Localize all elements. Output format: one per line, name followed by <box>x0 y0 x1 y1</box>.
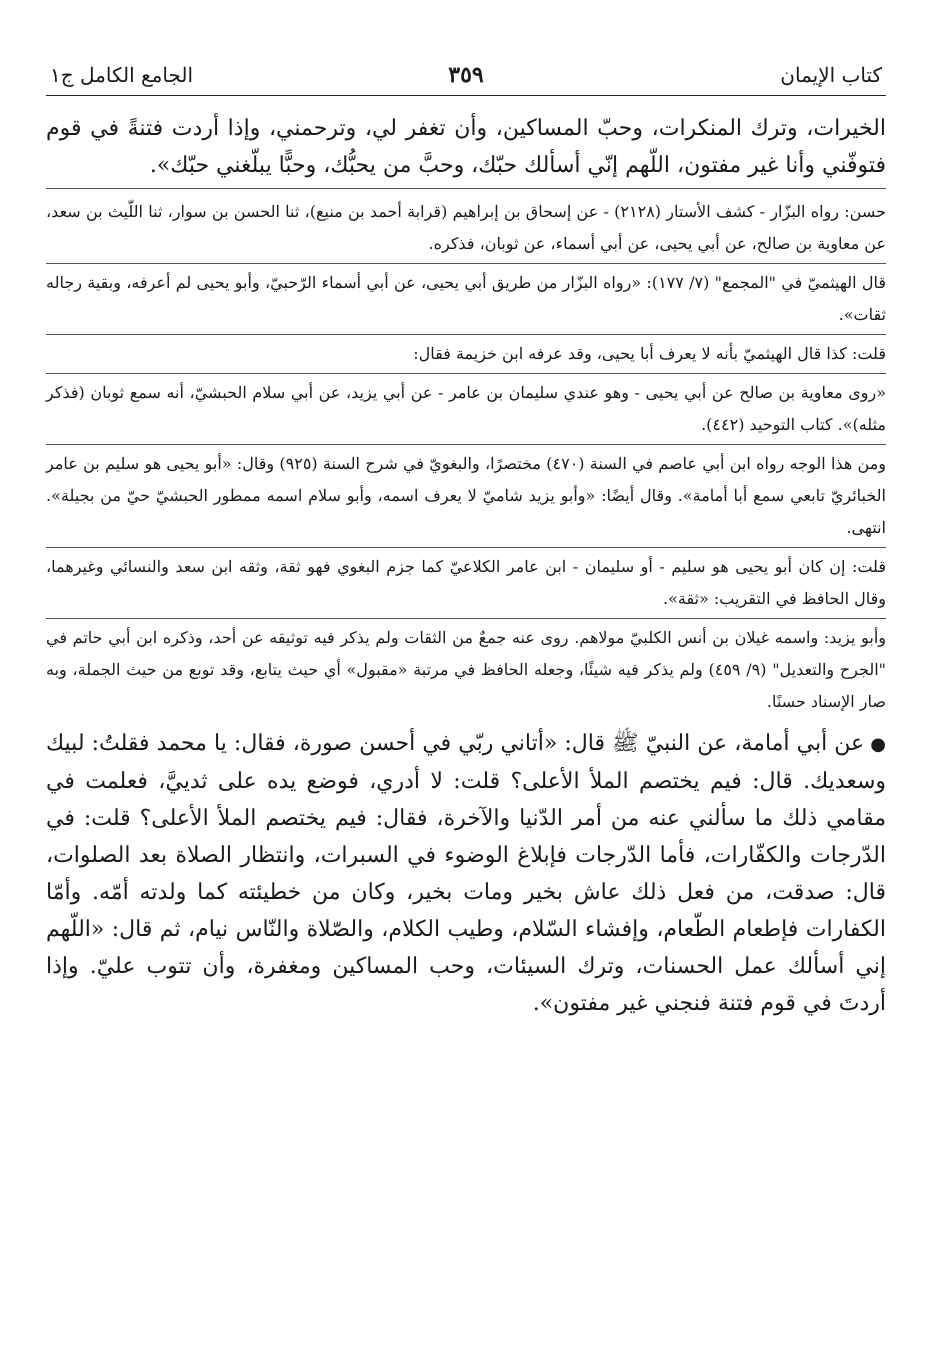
note-grading: حسن: رواه البزّار - كشف الأستار (٢١٢٨) - عن إسحاق بن إبراهيم (قرابة أحمد بن منيع)، ثنا الحسن بن سوار، ثنا اللّيث بن سعد، عن معاوية بن صالح، عن أبي يحيى، عن أبي أسماء، عن ثوبان، فذكره. <box>46 193 886 264</box>
note-baghawi: ومن هذا الوجه رواه ابن أبي عاصم في السنة (٤٧٠) مختصرًا، والبغويّ في شرح السنة (٩٢٥) وقال: «أبو يحيى هو سليم بن عامر الخبائريّ تابعي سمع أبا أمامة». وقال أيضًا: «وأبو يزيد شاميّ لا يعرف اسمه، وأبو سلام اسمه ممطور الحبشيّ حيّ من بجيلة». انتهى. <box>46 445 886 548</box>
commentary-notes <box>46 188 886 721</box>
collection-title: الجامع الكامل ج١ <box>50 63 194 87</box>
note-haythami: قال الهيثميّ في "المجمع" (٧/ ١٧٧): «رواه البزّار من طريق أبي يحيى، عن أبي أسماء الرّحبيّ، وأبو يحيى لم أعرفه، وبقية رجاله ثقات». <box>46 264 886 335</box>
hadith-text: عن أبي أمامة، عن النبيّ ﷺ قال: «أتاني ربّي في أحسن صورة، فقال: يا محمد فقلتُ: لبيك وسعديك. قال: فيم يختصم الملأ الأعلى؟ قلت: لا أدري، فوضع يده على ثدييَّ، فعلمت في مقامي ذلك ما سألني عنه من أمر الدّنيا والآخرة، فقال: فيم يختصم الملأ الأعلى؟ قلت: في الدّرجات والكفّارات، فأما الدّرجات فإبلاغ الوضوء في السبرات، وانتظار الصلاة بعد الصلوات، قال: صدقت، من فعل ذلك عاش بخير ومات بخير، وكان من خطيئته كما ولدته أمّه. وأمّا الكفارات فإطعام الطّعام، وإفشاء السّلام، وطيب الكلام، والصّلاة والنّاس نيام، ثم قال: «اللّهم إني أسألك عمل الحسنات، وترك السيئات، وحب المساكين ومغفرة، وأن تتوب عليّ. وإذا أردتَ في قوم فتنة فنجني غير مفتون». <box>46 731 886 1016</box>
page-content <box>46 110 886 1022</box>
note-ibn-khuzaymah-quote: «روى معاوية بن صالح عن أبي يحيى - وهو عندي سليمان بن عامر - عن أبي يزيد، عن أبي سلام الحبشيّ، أنه سمع ثوبان (فذكر مثله)». كتاب التوحيد (٤٤٢). <box>46 374 886 445</box>
note-abu-yazid: وأبو يزيد: واسمه غيلان بن أنس الكلبيّ مولاهم. روى عنه جمعٌ من الثقات ولم يذكر فيه توثيقه عن أحد، وذكره ابن أبي حاتم في "الجرح والتعديل" (٩/ ٤٥٩) ولم يذكر فيه شيئًا، وجعله الحافظ في مرتبة «مقبول» أي حيث يتابع، وقد توبع من حيث الجملة، وبه صار الإسناد حسنًا. <box>46 628 887 711</box>
note-ibn-khuzaymah-intro: قلت: كذا قال الهيثميّ بأنه لا يعرف أبا يحيى، وقد عرفه ابن خزيمة فقال: <box>46 335 886 374</box>
running-head <box>46 55 886 96</box>
bullet-icon: ● <box>870 734 886 755</box>
note-abu-yahya: قلت: إن كان أبو يحيى هو سليم - أو سليمان - ابن عامر الكلاعيّ كما جزم البغوي فهو ثقة، وثقه ابن سعد والنسائي وغيرهما، وقال الحافظ في التقريب: «ثقة». <box>46 548 886 619</box>
page-number: ٣٥٩ <box>448 62 484 88</box>
hadith-abu-umamah <box>46 725 886 1022</box>
hadith-continuation: الخيرات، وترك المنكرات، وحبّ المساكين، وأن تغفر لي، وترحمني، وإذا أردت فتنةً في قوم فتوفّني وأنا غير مفتون، اللّهم إنّي أسألك حبّك، وحبَّ من يحبُّك، وحبًّا يبلّغني حبّك». <box>46 116 886 178</box>
book-page <box>46 55 886 1022</box>
book-title: كتاب الإيمان <box>780 63 882 87</box>
